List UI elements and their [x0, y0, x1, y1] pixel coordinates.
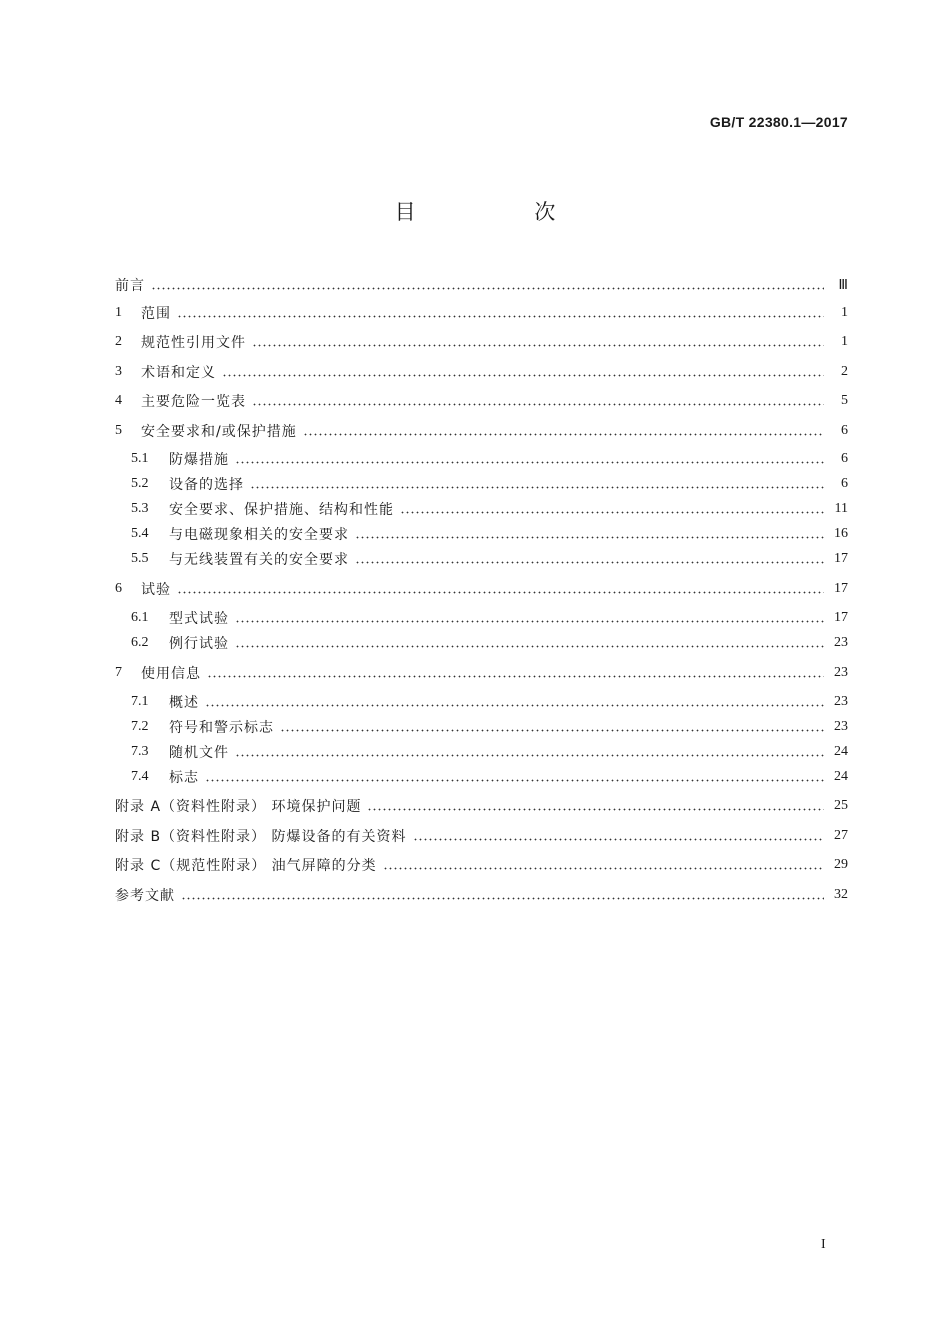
toc-entry-number: 7.3: [131, 744, 149, 759]
toc-entry-5[interactable]: [115, 420, 848, 442]
toc-entry-title: 型式试验: [169, 611, 229, 627]
toc-entry-number: 5.3: [131, 501, 149, 516]
toc-entry-6[interactable]: [115, 578, 848, 600]
toc-entry-page: 17: [834, 581, 848, 596]
toc-entry-title: 主要危险一览表: [141, 394, 246, 410]
toc-entry-title: 例行试验: [169, 636, 229, 652]
toc-entry-2[interactable]: [115, 331, 848, 353]
dot-leader: [177, 315, 824, 318]
dot-leader: [205, 704, 824, 707]
toc-entry-appendix-c[interactable]: [115, 854, 848, 876]
toc-entry-title: 使用信息: [141, 666, 201, 682]
toc-entry-appendix-b[interactable]: [115, 825, 848, 847]
dot-leader: [355, 561, 824, 564]
toc-entry-number: 2: [115, 334, 122, 349]
page-title: 目 次: [394, 200, 612, 224]
toc-entry-number: 7.2: [131, 719, 149, 734]
toc-entry-title: 标志: [169, 770, 199, 786]
toc-entry-bibliography[interactable]: [115, 884, 848, 906]
toc-entry-title: 随机文件: [169, 745, 229, 761]
toc-entry-page: 32: [834, 887, 848, 902]
toc-entry-number: 6.2: [131, 635, 149, 650]
dot-leader: [280, 729, 824, 732]
toc-entry-5-3[interactable]: [131, 498, 848, 520]
toc-entry-page: 24: [834, 769, 848, 784]
toc-entry-7-1[interactable]: [131, 691, 848, 713]
standard-code: GB/T 22380.1—2017: [709, 114, 848, 130]
toc-entry-page: 6: [841, 451, 848, 466]
toc-entry-number: 6: [115, 581, 122, 596]
toc-entry-3[interactable]: [115, 361, 848, 383]
toc-entry-number: 7.4: [131, 769, 149, 784]
toc-entry-title: 附录 C（规范性附录） 油气屏障的分类: [115, 858, 377, 874]
toc-entry-7-4[interactable]: [131, 766, 848, 788]
toc-entry-number: 3: [115, 364, 122, 379]
toc-entry-page: 23: [834, 694, 848, 709]
toc-entry-title: 附录 A（资料性附录） 环境保护问题: [115, 799, 362, 815]
toc-entry-page: 17: [834, 610, 848, 625]
toc-entry-page: 16: [834, 526, 848, 541]
dot-leader: [303, 433, 824, 436]
toc-entry-title: 与无线装置有关的安全要求: [169, 552, 349, 568]
toc-entry-page: Ⅲ: [838, 277, 848, 293]
toc-entry-page: 1: [841, 334, 848, 349]
toc-entry-number: 5.1: [131, 451, 149, 466]
toc-entry-title: 试验: [141, 582, 171, 598]
dot-leader: [205, 779, 824, 782]
toc-entry-number: 5.2: [131, 476, 149, 491]
dot-leader: [355, 536, 824, 539]
toc-entry-title: 防爆措施: [169, 452, 229, 468]
toc-entry-page: 23: [834, 665, 848, 680]
toc-entry-title: 规范性引用文件: [141, 335, 246, 351]
toc-entry-page: 1: [841, 305, 848, 320]
dot-leader: [235, 754, 824, 757]
toc-entry-number: 5: [115, 423, 122, 438]
toc-entry-page: 23: [834, 719, 848, 734]
toc-entry-foreword[interactable]: [115, 274, 848, 296]
toc-entry-number: 5.5: [131, 551, 149, 566]
dot-leader: [222, 374, 824, 377]
toc-entry-title: 与电磁现象相关的安全要求: [169, 527, 349, 543]
toc-entry-page: 17: [834, 551, 848, 566]
toc-entry-page: 25: [834, 798, 848, 813]
dot-leader: [181, 897, 824, 900]
dot-leader: [207, 675, 824, 678]
toc-entry-page: 29: [834, 857, 848, 872]
dot-leader: [383, 867, 824, 870]
toc-entry-page: 6: [841, 423, 848, 438]
toc-entry-title: 符号和警示标志: [169, 720, 274, 736]
toc-entry-7-2[interactable]: [131, 716, 848, 738]
dot-leader: [252, 403, 824, 406]
toc-entry-title: 范围: [141, 306, 171, 322]
toc-entry-title: 附录 B（资料性附录） 防爆设备的有关资料: [115, 829, 407, 845]
dot-leader: [400, 511, 824, 514]
toc-entry-appendix-a[interactable]: [115, 795, 848, 817]
toc-entry-title: 设备的选择: [169, 477, 244, 493]
dot-leader: [413, 838, 824, 841]
dot-leader: [235, 620, 824, 623]
toc-entry-5-2[interactable]: [131, 473, 848, 495]
toc-entry-page: 5: [841, 393, 848, 408]
dot-leader: [235, 461, 824, 464]
toc-entry-title: 前言: [115, 278, 145, 294]
toc-entry-number: 7: [115, 665, 122, 680]
toc-entry-5-5[interactable]: [131, 548, 848, 570]
page-number: I: [821, 1237, 826, 1252]
toc-entry-page: 24: [834, 744, 848, 759]
toc-entry-7-3[interactable]: [131, 741, 848, 763]
toc-entry-number: 7.1: [131, 694, 149, 709]
toc-entry-number: 1: [115, 305, 122, 320]
toc-entry-page: 2: [841, 364, 848, 379]
toc-entry-title: 术语和定义: [141, 365, 216, 381]
toc-entry-title: 概述: [169, 695, 199, 711]
dot-leader: [252, 344, 824, 347]
toc-entry-5-4[interactable]: [131, 523, 848, 545]
toc-entry-7[interactable]: [115, 662, 848, 684]
toc-entry-number: 6.1: [131, 610, 149, 625]
dot-leader: [250, 486, 824, 489]
dot-leader: [235, 645, 824, 648]
toc-entry-number: 4: [115, 393, 122, 408]
toc-entry-6-1[interactable]: [131, 607, 848, 629]
toc-entry-6-2[interactable]: [131, 632, 848, 654]
toc-entry-1[interactable]: [115, 302, 848, 324]
dot-leader: [151, 287, 824, 290]
toc-entry-title: 安全要求、保护措施、结构和性能: [169, 502, 394, 518]
toc-entry-title: 参考文献: [115, 888, 175, 904]
dot-leader: [367, 808, 824, 811]
toc-entry-page: 6: [841, 476, 848, 491]
toc-entry-number: 5.4: [131, 526, 149, 541]
toc-entry-4[interactable]: [115, 390, 848, 412]
toc-entry-5-1[interactable]: [131, 448, 848, 470]
toc-entry-title: 安全要求和/或保护措施: [141, 424, 297, 440]
dot-leader: [177, 591, 824, 594]
toc-entry-page: 27: [834, 828, 848, 843]
toc-entry-page: 23: [834, 635, 848, 650]
toc-entry-page: 11: [834, 501, 848, 516]
